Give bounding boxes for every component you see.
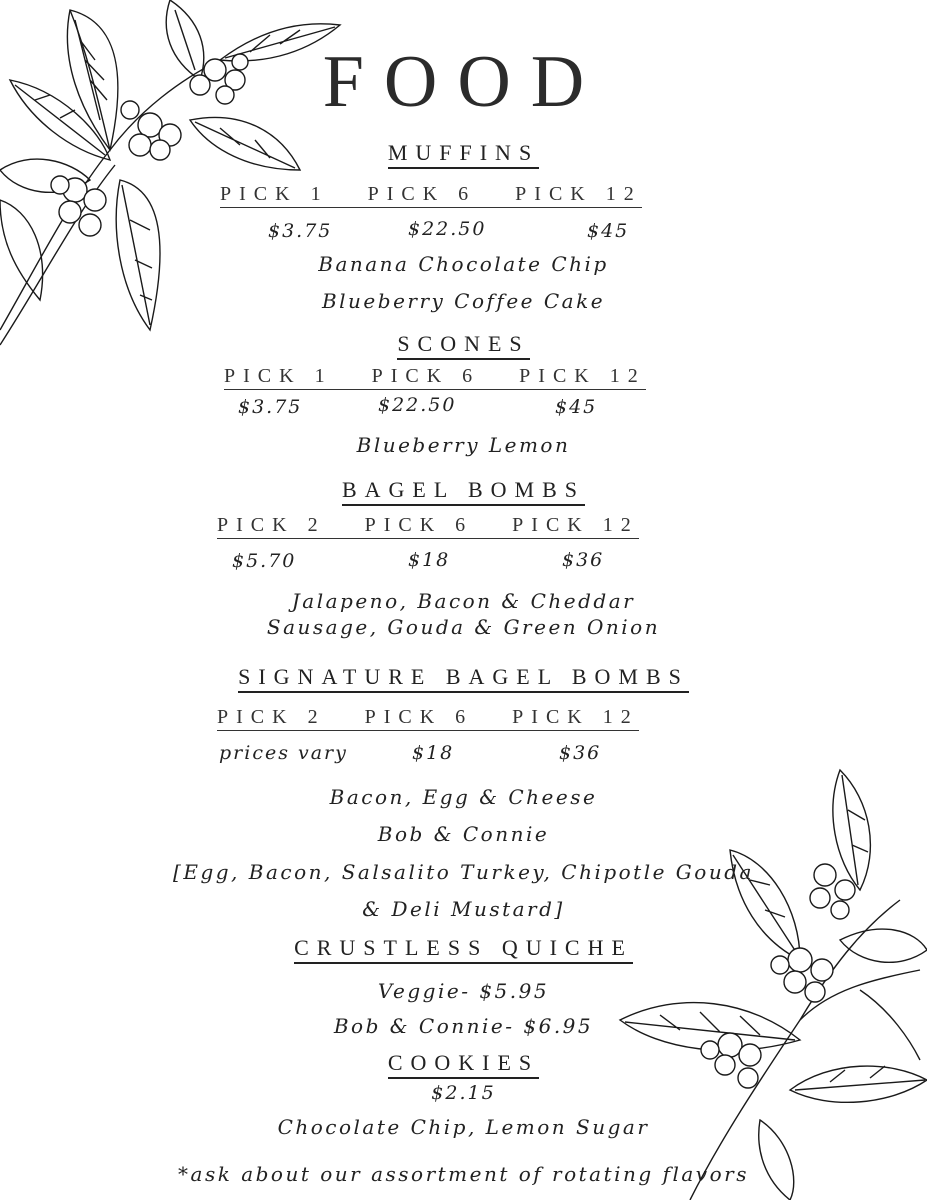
footnote: *ask about our assortment of rotating flavors <box>178 1162 749 1186</box>
menu-item: Veggie- $5.95 <box>377 979 550 1003</box>
signature-price-6: $18 <box>412 742 455 764</box>
signature-heading: SIGNATURE BAGEL BOMBS <box>0 664 927 690</box>
tier-label: PICK 12 <box>512 514 639 536</box>
tier-label: PICK 1 <box>220 183 329 205</box>
tier-label: PICK 2 <box>217 706 326 728</box>
muffins-heading: MUFFINS <box>0 140 927 166</box>
scones-price-1: $3.75 <box>238 396 303 418</box>
tier-label: PICK 6 <box>364 514 474 536</box>
menu-item: Chocolate Chip, Lemon Sugar <box>277 1115 650 1139</box>
muffins-price-6: $22.50 <box>408 218 487 240</box>
menu-item: & Deli Mustard] <box>362 897 565 921</box>
menu-item: Banana Chocolate Chip <box>318 252 609 276</box>
signature-price-12: $36 <box>559 742 602 764</box>
tier-label: PICK 12 <box>512 706 639 728</box>
menu-item: Blueberry Coffee Cake <box>321 289 606 313</box>
muffins-price-1: $3.75 <box>268 220 333 242</box>
muffins-tiers <box>220 183 642 206</box>
scones-heading: SCONES <box>0 331 927 357</box>
quiche-heading: CRUSTLESS QUICHE <box>0 935 927 961</box>
tier-label: PICK 2 <box>217 514 326 536</box>
signature-tiers <box>217 706 639 729</box>
bagel-bombs-heading: BAGEL BOMBS <box>0 477 927 503</box>
menu-item: Jalapeno, Bacon & Cheddar <box>291 589 636 613</box>
menu-item: Bacon, Egg & Cheese <box>329 785 598 809</box>
muffins-price-12: $45 <box>587 220 630 242</box>
menu-item: [Egg, Bacon, Salsalito Turkey, Chipotle Gouda <box>173 860 754 884</box>
tier-label: PICK 12 <box>519 365 646 387</box>
cookies-price: $2.15 <box>431 1082 496 1104</box>
bagel-bombs-price-12: $36 <box>562 549 605 571</box>
tier-label: PICK 12 <box>515 183 642 205</box>
menu-item: Sausage, Gouda & Green Onion <box>266 615 661 639</box>
cookies-heading: COOKIES <box>0 1050 927 1076</box>
menu-item: Bob & Connie <box>377 822 550 846</box>
bagel-bombs-price-6: $18 <box>408 549 451 571</box>
bagel-bombs-price-2: $5.70 <box>232 550 297 572</box>
bagel-bombs-tiers <box>217 514 639 537</box>
tier-label: PICK 1 <box>224 365 333 387</box>
tier-label: PICK 6 <box>367 183 477 205</box>
menu-item: Blueberry Lemon <box>356 433 571 457</box>
menu-item: Bob & Connie- $6.95 <box>333 1014 594 1038</box>
page-title: FOOD <box>322 41 605 123</box>
tier-label: PICK 6 <box>364 706 474 728</box>
tier-label: PICK 6 <box>371 365 481 387</box>
signature-price-2: prices vary <box>219 742 348 764</box>
scones-price-12: $45 <box>555 396 598 418</box>
scones-price-6: $22.50 <box>378 394 457 416</box>
scones-tiers <box>224 365 646 388</box>
